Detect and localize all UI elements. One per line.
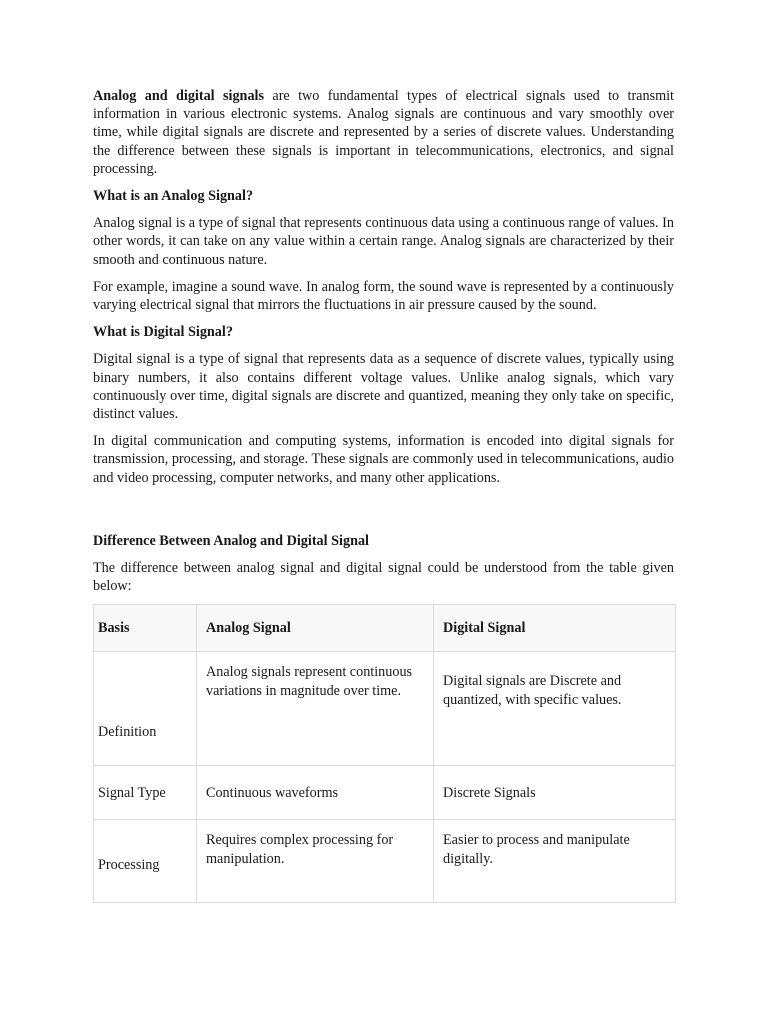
row-basis-signal-type: Signal Type bbox=[94, 766, 197, 820]
digital-paragraph-1: Digital signal is a type of signal that represents data as a sequence of discrete values, typically using binary numbers, it also contains different voltage values. Unlike analog signals, which vary continuously over time, digital signals are discrete and quantized, meaning they only take on specific, distinct values. bbox=[93, 351, 674, 423]
digital-heading: What is Digital Signal? bbox=[93, 324, 233, 341]
table-header-row bbox=[94, 605, 676, 652]
table-row bbox=[94, 820, 676, 903]
header-analog: Analog Signal bbox=[197, 605, 434, 652]
cell-analog-definition: Analog signals represent continuous variations in magnitude over time. bbox=[197, 652, 434, 766]
cell-analog-processing: Requires complex processing for manipulation. bbox=[197, 820, 434, 903]
difference-heading: Difference Between Analog and Digital Signal bbox=[93, 532, 369, 549]
analog-paragraph-1: Analog signal is a type of signal that represents continuous data using a continuous range of values. In other words, it can take on any value within a certain range. Analog signals are characterized by their smooth and continuous nature. bbox=[93, 215, 674, 268]
comparison-table bbox=[93, 604, 676, 903]
row-basis-definition: Definition bbox=[94, 652, 197, 766]
analog-paragraph-2: For example, imagine a sound wave. In analog form, the sound wave is represented by a continuously varying electrical signal that mirrors the fluctuations in air pressure caused by the sound. bbox=[93, 278, 674, 314]
cell-digital-processing: Easier to process and manipulate digitally. bbox=[434, 820, 676, 903]
difference-intro: The difference between analog signal and digital signal could be understood from the table given below: bbox=[93, 560, 674, 595]
cell-digital-definition: Digital signals are Discrete and quantized, with specific values. bbox=[434, 652, 676, 766]
table-row bbox=[94, 766, 676, 820]
intro-lead-term: Analog and digital signals bbox=[93, 88, 265, 104]
header-basis: Basis bbox=[94, 605, 197, 652]
cell-digital-signal-type: Discrete Signals bbox=[434, 766, 676, 820]
digital-paragraph-2: In digital communication and computing systems, information is encoded into digital signals for transmission, processing, and storage. These signals are commonly used in telecommunications, audio and video processing, computer networks, and many other applications. bbox=[93, 433, 674, 486]
analog-heading: What is an Analog Signal? bbox=[93, 188, 254, 205]
section-spacer bbox=[93, 496, 674, 532]
header-digital: Digital Signal bbox=[434, 605, 676, 652]
table-row bbox=[94, 652, 676, 766]
intro-paragraph bbox=[93, 87, 674, 178]
row-basis-processing: Processing bbox=[94, 820, 197, 903]
document-page bbox=[93, 87, 674, 903]
intro-text: are two fundamental types of electrical signals used to transmit information in various electronic systems. Analog signals are continuous and vary smoothly over time, while digital signals are discrete and represented by a series of discrete values. Understanding the difference between these signals is important in telecommunications, electronics, and signal processing. bbox=[93, 88, 675, 177]
cell-analog-signal-type: Continuous waveforms bbox=[197, 766, 434, 820]
